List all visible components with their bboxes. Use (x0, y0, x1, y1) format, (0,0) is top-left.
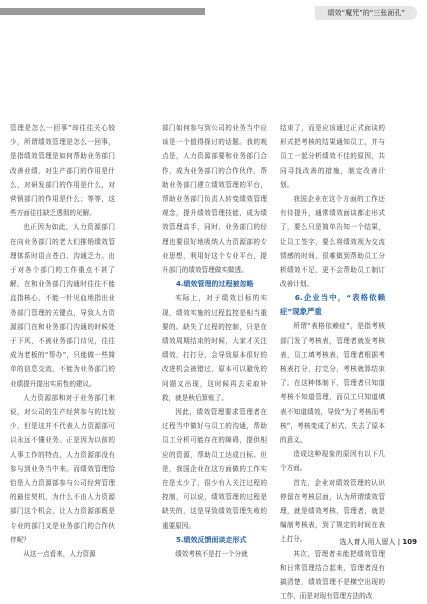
paragraph: 实际上，对于绩效目标的实现，绩效实施的过程监控是相当重要的。缺失了过程的控制，只是在绩效周期结束的时候，大家才关注绩效，打打分，会导致原本很好的改进机会被错过，原本可以避免的问题又出现，这时候再去采取补救，就是秋后算账了。 (162, 294, 267, 402)
section-title: 绩效“魔咒”的“三张面孔” (315, 6, 417, 20)
paragraph: 管理是怎么一回事”却往往关心较少，所谓绩效管理是怎么一回事，是指绩效管理是如何帮助业务部门改善业绩，对生产部门的作用是什么，对研发部门的作用是什么，对营销部门的作用是什么；等等，这些方面往往缺乏透彻的见解。 (10, 124, 115, 218)
paragraph: 绩效考核不是打一个分就 (175, 550, 248, 559)
section-heading: 5.绩效反馈面谈走形式 (176, 535, 247, 544)
paragraph: 其次，管理者未能把绩效管理和日常管理结合起来，管理者没有搞清楚，绩效管理不是横空出现的工作，而是对现有管理方法的改 (280, 549, 385, 601)
column-1 (10, 121, 115, 561)
column-2 (162, 121, 267, 561)
page-footer (340, 537, 417, 547)
paragraph: 我国企业在这个方面的工作还有待提升，通常绩效面谈都走形式了，要么只是简单告知一个结果，让员工签字，要么将绩效视为交流情感的时间，很难做到帮助员工分析绩效不足，更不会帮助员工制订改善计划。 (280, 195, 385, 289)
paragraph: 从这一点看来，人力资源 (23, 550, 96, 559)
magazine-name: 选人育人用人留人 (339, 538, 396, 546)
page-number: 109 (402, 538, 417, 546)
top-bar (0, 0, 427, 16)
paragraph: 所谓“表格依赖症”，是指考核部门发了考核表，管理者就发考核表，员工填考核表，管理者根据考核表打分，打完分，考核就算结束了。在这种体制下，管理者只知道考核不知道管理，而员工只知道填表不知道绩效，导致“为了考核而考核”，考核变成了形式，失去了原本的意义。 (280, 322, 385, 445)
paragraph: 首先，企业对绩效管理的认识停留在考核层面，认为所谓绩效管理，就是绩效考核，管理者，就是编制考核表，到了规定的时间在表上打分。 (280, 478, 385, 544)
paragraph: 结束了，而是应该通过正式面谈的形式把考核的结果通知员工，并与员工一起分析绩效不佳的原因，共同寻找改善的措施，制定改善计划。 (280, 124, 385, 189)
section-heading: 6.企业当中，“表格依赖症”现象严重 (280, 293, 385, 317)
paragraph: 部门如何参与到公司的业务当中应该是一个值得探讨的话题。我的观点是，人力资源部要和业务部门合作，成为业务部门的合作伙伴，帮助业务部门建立绩效管理的平台，帮助业务部门负责人转变绩效管理观念，提升绩效管理技能，成为绩效管理高手，同时，业务部门的经理也要很好地吸纳人力资源部的专业思想，利用好这个专业平台，提升部门的绩效管理做实做透。 (162, 124, 267, 275)
paragraph: 也正因为如此，人力资源部门在向业务部门的老大们推销绩效管理体系时语言苍白、沟通乏力。由于对各个部门的工作重点不甚了解，在和业务部门沟通时往往不能直指核心，不能一针见血地指出业务部门管理的关键点，导致人力资源部门在和业务部门沟通的时候处于下风，不被业务部门待见，往往成为老板的“帮办”，只能做一些简单的信息交流，不能为业务部门的业绩提升提出实质性的建议。 (10, 223, 115, 388)
paragraph: 造成这种现象的原因有以下几个方面。 (280, 450, 385, 473)
header-band (0, 8, 205, 15)
column-3 (280, 121, 385, 604)
paragraph: 人力资源部和对于业务部门来说，对公司的生产经营参与的比较少，但是这并不代表人力资源部可以永远不懂业务。正是因为以前的人事工作的特点，人力资源部没有参与到业务当中来。而绩效管理恰恰是人力资源部参与公司经营管理的最佳契机，为什么不由人力资源部门这个机会，让人力资源部既是专业的部门又是业务部门的合作伙伴呢？ (10, 393, 115, 544)
paragraph: 因此，绩效管理要求管理者在过程当中做好与员工的沟通，帮助员工分析可能存在的障碍，提供相应的资源，帮助员工达成目标。但是，我国企业在这方面做的工作实在是太少了，很少有人关注过程的控制，可以说，绩效管理的过程是缺失的，这是导致绩效管理失败的重要原因。 (162, 408, 267, 530)
section-heading: 4.绩效管理的过程被忽略 (176, 280, 254, 289)
footer-separator: | (397, 538, 401, 546)
